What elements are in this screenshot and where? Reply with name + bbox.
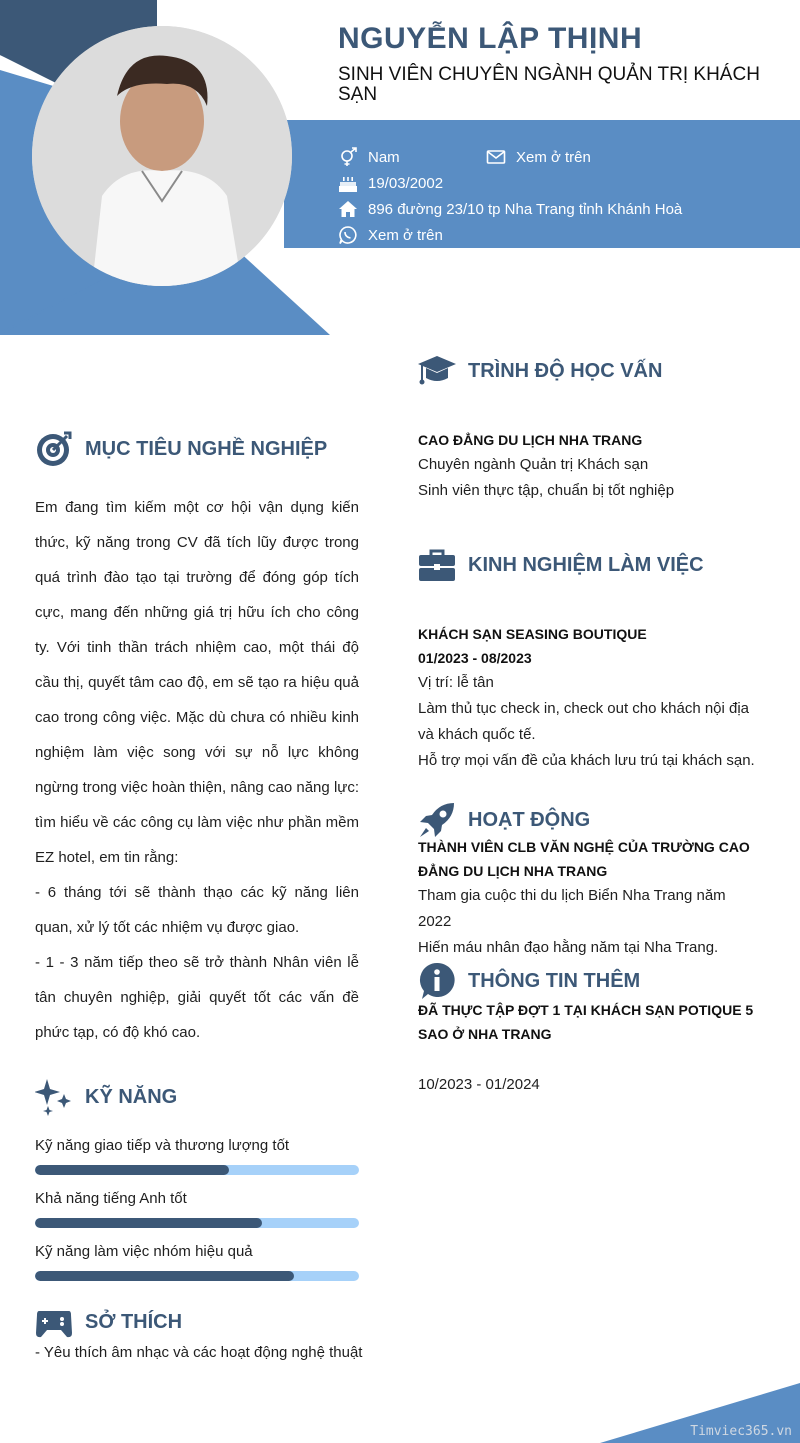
candidate-name: NGUYỄN LẬP THỊNH <box>338 22 643 55</box>
person-photo <box>32 26 292 286</box>
phone-row <box>338 225 443 245</box>
whatsapp-icon <box>338 225 358 245</box>
skill-label: Kỹ năng làm việc nhóm hiệu quả <box>35 1243 253 1260</box>
major: Chuyên ngành Quản trị Khách sạn <box>418 456 649 473</box>
skill-bar-fill <box>35 1165 229 1175</box>
candidate-title: SINH VIÊN CHUYÊN NGÀNH QUẢN TRỊ KHÁCH SẠN <box>338 64 760 105</box>
experience-header <box>418 546 704 584</box>
extra-heading: THÔNG TIN THÊM <box>468 969 641 992</box>
activities-header <box>418 801 590 839</box>
briefcase-icon <box>418 546 456 584</box>
info-icon <box>418 962 456 1000</box>
objective-header <box>35 430 327 468</box>
activities-heading: HOẠT ĐỘNG <box>468 808 591 831</box>
gamepad-icon <box>35 1303 73 1341</box>
skill-bar <box>35 1218 359 1228</box>
education-heading: TRÌNH ĐỘ HỌC VẤN <box>468 359 663 382</box>
experience-heading: KINH NGHIỆM LÀM VIỆC <box>468 553 704 576</box>
phone-value[interactable]: Xem ở trên <box>368 226 443 244</box>
extra-period: 10/2023 - 01/2024 <box>418 1076 540 1093</box>
address-row <box>338 199 682 219</box>
objective-goal-long: - 1 - 3 năm tiếp theo sẽ trở thành Nhân viên lễ tân chuyên nghiệp, giải quyết tốt các vấn đề phức tạp, có độ khó cao. <box>35 954 359 1041</box>
rocket-icon <box>418 801 456 839</box>
extra-header <box>418 962 640 1000</box>
address-value: 896 đường 23/10 tp Nha Trang tỉnh Khánh Hoà <box>368 200 683 218</box>
study-status: Sinh viên thực tập, chuẩn bị tốt nghiệp <box>418 482 675 499</box>
duty: Hỗ trợ mọi vấn đề của khách lưu trú tại khách sạn. <box>418 752 755 769</box>
watermark: Timviec365.vn <box>690 1424 792 1439</box>
skills-header <box>35 1078 177 1116</box>
avatar <box>32 26 292 286</box>
activity-item: Tham gia cuộc thi du lịch Biển Nha Trang năm 2022 <box>418 887 726 930</box>
experience-period: 01/2023 - 08/2023 <box>418 650 532 666</box>
position: Vị trí: lễ tân <box>418 674 494 691</box>
skill-bar <box>35 1165 359 1175</box>
home-icon <box>338 199 358 219</box>
activity-org: THÀNH VIÊN CLB VĂN NGHỆ CỦA TRƯỜNG CAO ĐẲNG DU LỊCH NHA TRANG <box>418 839 750 879</box>
gender-value: Nam <box>368 148 400 166</box>
experience-body <box>418 622 758 774</box>
extra-title: ĐÃ THỰC TẬP ĐỢT 1 TẠI KHÁCH SẠN POTIQUE 5 SAO Ở NHA TRANG <box>418 1002 754 1042</box>
activity-item: Hiến máu nhân đạo hằng năm tại Nha Trang. <box>418 939 719 956</box>
duty: Làm thủ tục check in, check out cho khách nội địa và khách quốc tế. <box>418 700 750 743</box>
skill-bar-fill <box>35 1218 262 1228</box>
gender-icon <box>338 147 358 167</box>
extra-body <box>418 998 758 1098</box>
gender-row <box>338 147 400 167</box>
skills-heading: KỸ NĂNG <box>85 1085 178 1108</box>
hobby-item: - Yêu thích âm nhạc và các hoạt động nghệ thuật <box>35 1344 363 1361</box>
company-name: KHÁCH SẠN SEASING BOUTIQUE <box>418 626 647 642</box>
birthday-cake-icon <box>338 173 358 193</box>
education-header <box>418 352 662 390</box>
email-value[interactable]: Xem ở trên <box>516 148 591 166</box>
email-row <box>486 147 591 167</box>
school-name: CAO ĐẲNG DU LỊCH NHA TRANG <box>418 432 643 448</box>
skill-label: Khả năng tiếng Anh tốt <box>35 1190 187 1207</box>
objective-body <box>35 490 359 1050</box>
activities-body <box>418 835 758 961</box>
graduation-cap-icon <box>418 352 456 390</box>
objective-heading: MỤC TIÊU NGHỀ NGHIỆP <box>85 437 328 460</box>
hobbies-heading: SỞ THÍCH <box>85 1310 183 1333</box>
sparkles-icon <box>35 1078 73 1116</box>
objective-paragraph: Em đang tìm kiếm một cơ hội vận dụng kiến thức, kỹ năng trong CV đã tích lũy được trong quá trình đào tạo tại trường để đóng góp tích cực, mang đến những giá trị hữu ích cho công ty. Với tinh thần trách nhiệm cao, một thái độ cầu thị, quyết tâm cao độ, em sẽ tạo ra hiệu quả cao trong công việc. Mặc dù chưa có nhiều kinh nghiệm làm việc song với sự nỗ lực không ngừng trong việc hoàn thiện, nâng cao năng lực: tìm hiểu về các công cụ làm việc như phần mềm EZ hotel, em tin rằng: <box>35 499 359 866</box>
birthday-row <box>338 173 443 193</box>
skill-label: Kỹ năng giao tiếp và thương lượng tốt <box>35 1137 290 1154</box>
hobbies-header <box>35 1303 182 1341</box>
birthday-value: 19/03/2002 <box>368 174 444 192</box>
skill-bar <box>35 1271 359 1281</box>
skill-bar-fill <box>35 1271 294 1281</box>
target-icon <box>35 430 73 468</box>
objective-goal-short: - 6 tháng tới sẽ thành thạo các kỹ năng liên quan, xử lý tốt các nhiệm vụ được giao. <box>35 884 359 936</box>
envelope-icon <box>486 147 506 167</box>
education-body <box>418 428 758 504</box>
